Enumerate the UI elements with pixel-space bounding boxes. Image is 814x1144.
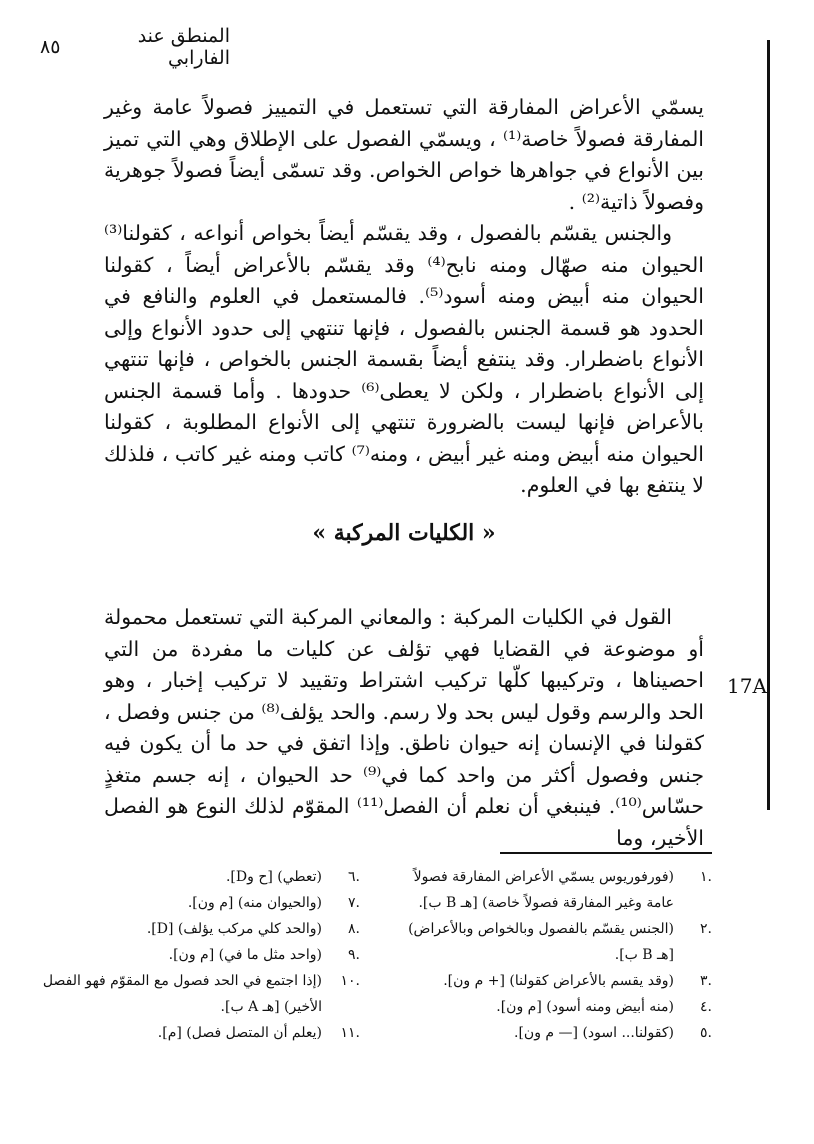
footnote xyxy=(392,916,712,968)
footnote-text: (الجنس يقسّم بالفصول وبالخواص وبالأعراض) [هـ B ب]. xyxy=(408,921,674,963)
paragraph: يسمّي الأعراض المفارقة التي تستعمل في التمييز فصولاً عامة وغير المفارقة فصولاً خاصة⁽¹⁾ ، ويسمّي الفصول على الإطلاق وهي التي تميز بين الأنواع في جواهرها خواص الخواص. وقد تسمّى أيضاً فصولاً جوهرية وفصولاً ذاتية⁽²⁾ . xyxy=(104,95,705,214)
footnote xyxy=(392,994,712,1020)
running-title: المنطق عند الفارابي xyxy=(137,25,230,69)
footnote-text: (والحيوان منه) [م ون]. xyxy=(187,895,322,911)
footnote-text: (والحد كلي مركب يؤلف) [D]. xyxy=(146,921,322,937)
footnote-number: .٥ xyxy=(700,1025,712,1041)
footnote-divider xyxy=(500,852,712,854)
footnote-text: (منه أبيض ومنه أسود) [م ون]. xyxy=(496,999,674,1015)
footnote-text: (تعطي) [ح وD]. xyxy=(225,869,322,885)
paragraph: القول في الكليات المركبة : والمعاني المركبة التي تستعمل محمولة أو موضوعة في القضايا فهي تؤلف عن كليات ما مفردة من التي احصيناها ، وتركيبها كلّها تركيب اشتراط وتقييد لا تركيب إخبار ، وهو الحد والرسم وقول ليس بحد ولا رسم. والحد يؤلف⁽⁸⁾ من جنس وفصل ، كقولنا في الإنسان إنه حيوان ناطق. وإذا اتفق في حد ما أن يكون فيه جنس وفصول أكثر من واحد كما في⁽⁹⁾ حد الحيوان ، إنه جسم متغذٍ حسّاس⁽¹⁰⁾. فينبغي أن نعلم أن الفصل⁽¹¹⁾ المقوّم لذلك النوع هو الفصل الأخير، وما xyxy=(104,605,704,850)
footnotes-right-column xyxy=(392,864,712,1046)
footnote-text: (إذا اجتمع في الحد فصول مع المقوّم فهو الفصل الأخير) [هـ A ب]. xyxy=(42,973,322,1015)
footnote-number: .١ xyxy=(700,869,712,885)
footnote-number: .٨ xyxy=(348,921,360,937)
footnote xyxy=(40,968,360,1020)
footnote-number: .١١ xyxy=(340,1025,360,1041)
footnote-number: .٧ xyxy=(348,895,360,911)
footnote-number: .٣ xyxy=(700,973,712,989)
footnote-text: (كقولنا... اسود) [— م ون]. xyxy=(514,1025,674,1041)
footnotes xyxy=(40,864,712,1094)
footnote xyxy=(40,942,360,968)
footnote-text: (وقد يقسم بالأعراض كقولنا) [+ م ون]. xyxy=(443,973,674,989)
page-number: ٨٥ xyxy=(40,36,61,58)
footnote-number: .٩ xyxy=(348,947,360,963)
footnote-number: .٦ xyxy=(348,869,360,885)
footnote-text: (فورفوريوس يسمّي الأعراض المفارقة فصولاً عامة وغير المفارقة فصولاً خاصة) [هـ B ب]. xyxy=(413,869,674,911)
body-text-top xyxy=(104,92,705,497)
section-heading: « الكليات المركبة » xyxy=(312,520,496,546)
paragraph: والجنس يقسّم بالفصول ، وقد يقسّم أيضاً بخواص أنواعه ، كقولنا⁽³⁾ الحيوان منه صهّال ومنه نابح⁽⁴⁾ وقد يقسّم بالأعراض أيضاً ، كقولنا الحيوان منه أبيض ومنه أسود⁽⁵⁾. فالمستعمل في العلوم والنافع في الحدود هو قسمة الجنس بالفصول ، فإنها تنتهي إلى حدود الأنواع وإلى الأنواع باضطرار. وقد ينتفع أيضاً بقسمة الجنس بالخواص ، فإنها تنتهي إلى الأنواع باضطرار ، ولكن لا يعطى⁽⁶⁾ حدودها . وأما قسمة الجنس بالأعراض فإنها ليست بالضرورة تنتهي إلى الأنواع المطلوبة ، كقولنا الحيوان منه أبيض ومنه غير أبيض ، ومنه⁽⁷⁾ كاتب ومنه غير كاتب ، فلذلك لا ينتفع بها في العلوم. xyxy=(104,221,705,497)
footnote-text: (واحد مثل ما في) [م ون]. xyxy=(168,947,322,963)
footnote-number: .١٠ xyxy=(340,973,360,989)
footnote xyxy=(392,864,712,916)
footnotes-left-column xyxy=(40,864,360,1046)
body-text-bottom xyxy=(104,602,704,850)
running-header xyxy=(40,25,230,69)
footnote xyxy=(40,1020,360,1046)
footnote xyxy=(40,916,360,942)
footnote xyxy=(40,864,360,890)
footnote xyxy=(392,1020,712,1046)
footnote-number: .٢ xyxy=(700,921,712,937)
footnote xyxy=(40,890,360,916)
footnote-number: .٤ xyxy=(700,999,712,1015)
footnote xyxy=(392,968,712,994)
footnote-text: (يعلم أن المتصل فصل) [م]. xyxy=(157,1025,322,1041)
margin-folio-reference: 17A xyxy=(727,674,767,698)
